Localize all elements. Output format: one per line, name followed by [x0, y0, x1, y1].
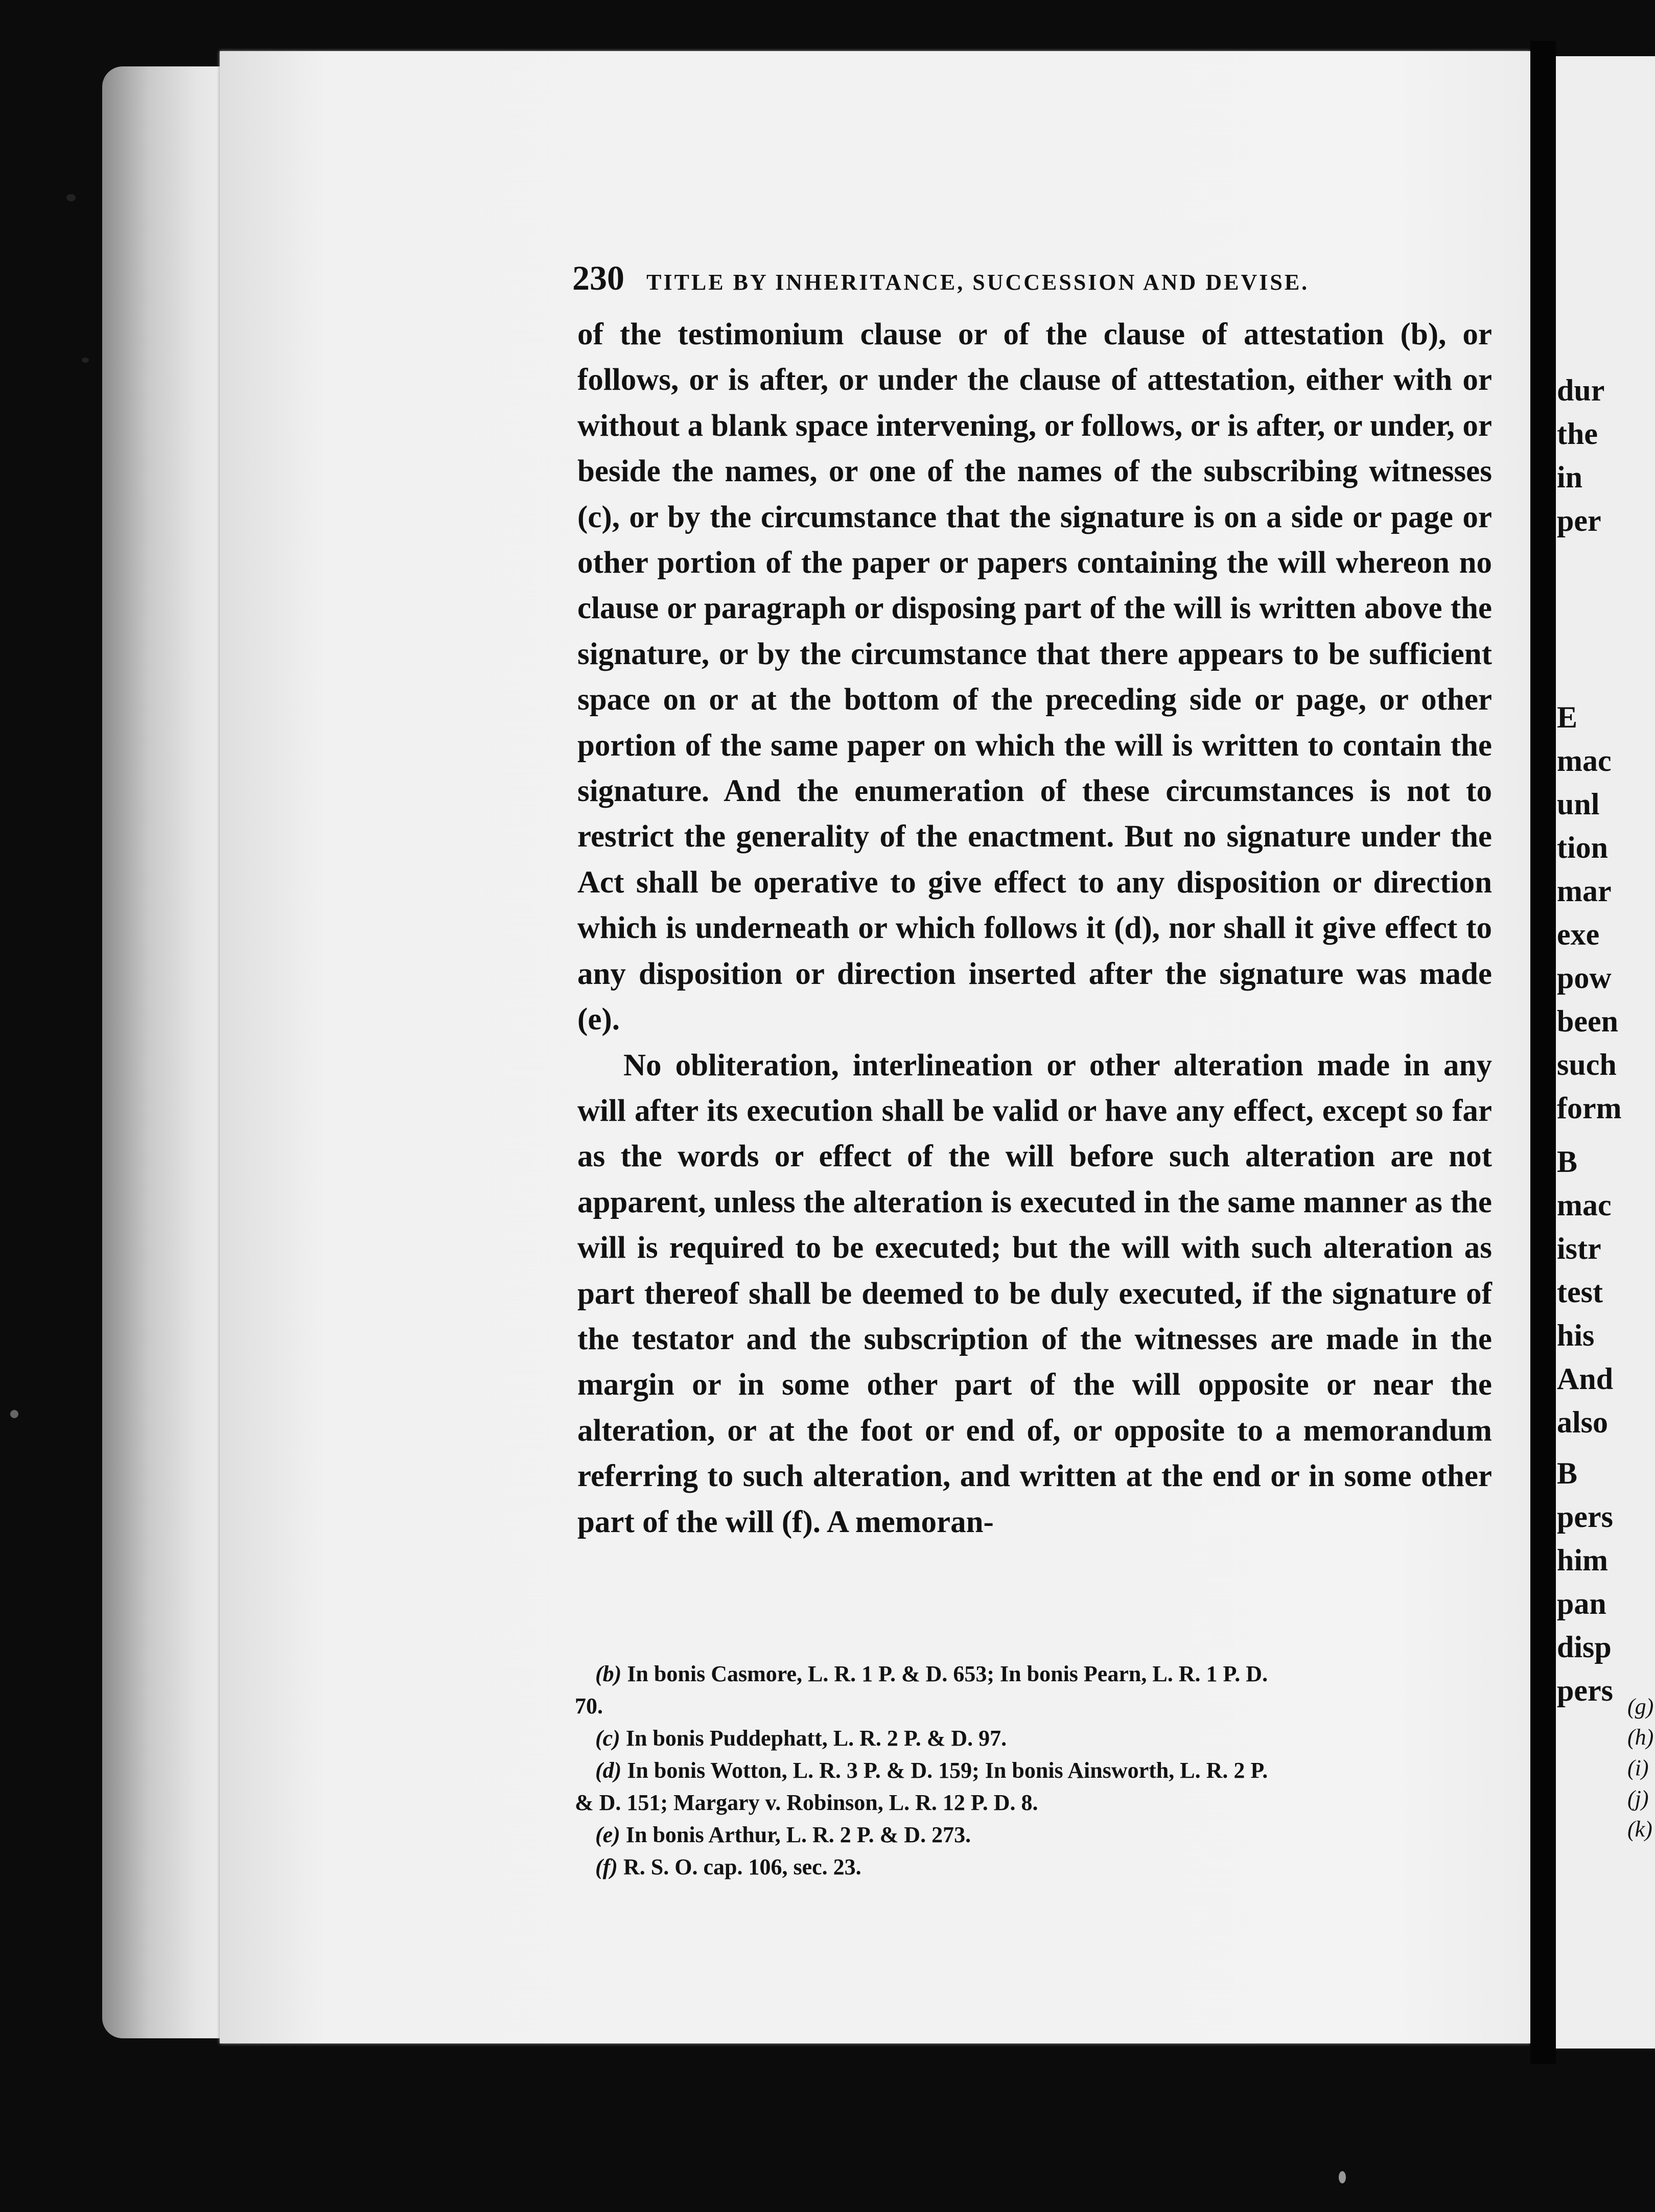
footnote-text: R. S. O. cap. 106, sec. 23.: [623, 1854, 861, 1879]
facing-page-line: mar: [1557, 874, 1612, 908]
facing-page-line: been: [1557, 1004, 1618, 1038]
footnote-text: In bonis Puddephatt, L. R. 2 P. & D. 97.: [625, 1726, 1007, 1751]
facing-page-footnote-mark: (j): [1627, 1786, 1649, 1811]
footnote-text: In bonis Wotton, L. R. 3 P. & D. 159; In bonis Ainsworth, L. R. 2 P.: [627, 1758, 1268, 1783]
page-number: 230: [572, 258, 624, 297]
facing-page-line: pow: [1557, 961, 1612, 995]
page-header: [572, 258, 1461, 298]
facing-page-line: test: [1557, 1275, 1603, 1309]
facing-page-line: form: [1557, 1091, 1622, 1125]
footnote-mark: (d): [595, 1758, 622, 1783]
footnote-d: [595, 1754, 1515, 1786]
facing-page-line: his: [1557, 1319, 1595, 1352]
facing-page-line: the: [1557, 417, 1598, 451]
scan-speck: [1339, 2171, 1346, 2183]
footnote-e: [595, 1819, 1515, 1851]
facing-page-line: mac: [1557, 744, 1612, 778]
facing-page-line: unl: [1557, 787, 1600, 821]
facing-page-line: such: [1557, 1048, 1617, 1081]
facing-page-line: dur: [1557, 373, 1605, 407]
footnote-text: In bonis Casmore, L. R. 1 P. & D. 653; In bonis Pearn, L. R. 1 P. D.: [627, 1661, 1268, 1686]
book-gutter: [1530, 41, 1556, 2064]
book-page-edges: [102, 66, 235, 2038]
scan-speck: [66, 194, 76, 201]
facing-page-line: exe: [1557, 917, 1600, 951]
scan-speck: [10, 1410, 18, 1418]
facing-page-line: B: [1557, 1145, 1578, 1179]
facing-page-line: istr: [1557, 1232, 1601, 1265]
footnotes: [575, 1658, 1515, 1883]
footnote-mark: (c): [595, 1726, 620, 1751]
footnote-d-continued: & D. 151; Margary v. Robinson, L. R. 12 P. D. 8.: [575, 1790, 1038, 1815]
facing-page-line: pers: [1557, 1500, 1613, 1534]
footnote-b: [595, 1658, 1515, 1690]
body-text: [577, 312, 1492, 1545]
facing-page-line: him: [1557, 1543, 1609, 1577]
facing-page-footnote-mark: (g): [1627, 1694, 1654, 1719]
running-title: TITLE BY INHERITANCE, SUCCESSION AND DEVISE.: [646, 270, 1310, 295]
facing-page-line: in: [1557, 460, 1583, 494]
facing-page-line: mac: [1557, 1188, 1612, 1222]
facing-page-footnote-mark: (i): [1627, 1755, 1649, 1780]
facing-page-line: B: [1557, 1456, 1578, 1490]
scan-speck: [82, 358, 89, 363]
footnote-b-continued: 70.: [575, 1693, 603, 1719]
facing-page: [1556, 56, 1655, 2049]
facing-page-line: pan: [1557, 1587, 1606, 1620]
footnote-mark: (f): [595, 1854, 618, 1879]
paragraph-2: No obliteration, interlineation or other alteration made in any will after its execution shall be valid or have any effect, except so far as the words or effect of the will before such alteration are not apparent, unless the alteration is executed in the same manner as the will is required to be executed; but the will with such alteration as part thereof shall be deemed to be duly executed, if the signature of the testator and the subscription of the witnesses are made in the margin or in some other part of the will opposite or near the alteration, or at the foot or end of, or opposite to a memorandum referring to such alteration, and written at the end or in some other part of the will (f). A memoran-: [577, 1048, 1492, 1539]
footnote-mark: (e): [595, 1822, 620, 1847]
footnote-text: In bonis Arthur, L. R. 2 P. & D. 273.: [625, 1822, 971, 1847]
facing-page-line: also: [1557, 1405, 1609, 1439]
footnote-mark: (b): [595, 1661, 622, 1686]
facing-page-line: pers: [1557, 1674, 1613, 1707]
footnote-c: [595, 1722, 1515, 1754]
facing-page-footnote-mark: (h): [1627, 1725, 1654, 1750]
facing-page-line: tion: [1557, 831, 1609, 864]
facing-page-footnote-mark: (k): [1627, 1817, 1652, 1842]
facing-page-line: disp: [1557, 1630, 1612, 1664]
paragraph-1: of the testimonium clause or of the clause of attestation (b), or follows, or is after, or under the clause of attestation, either with or without a blank space intervening, or follows, or is after, or under, or beside the names, or one of the names of the subscribing witnesses (c), or by the circumstance that the signature is on a side or page or other portion of the paper or papers containing the will whereon no clause or paragraph or disposing part of the will is written above the signature, or by the circumstance that there appears to be sufficient space on or at the bottom of the preceding side or page, or other portion of the same paper on which the will is written to contain the signature. And the enumeration of these circumstances is not to restrict the generality of the enactment. But no signature under the Act shall be operative to give effect to any disposition or direction which is underneath or which follows it (d), nor shall it give effect to any disposition or direction inserted after the signature was made (e).: [577, 317, 1492, 1037]
footnote-f: [595, 1851, 1515, 1883]
facing-page-line: And: [1557, 1362, 1614, 1396]
facing-page-line: per: [1557, 504, 1601, 537]
facing-page-line: E: [1557, 700, 1578, 734]
